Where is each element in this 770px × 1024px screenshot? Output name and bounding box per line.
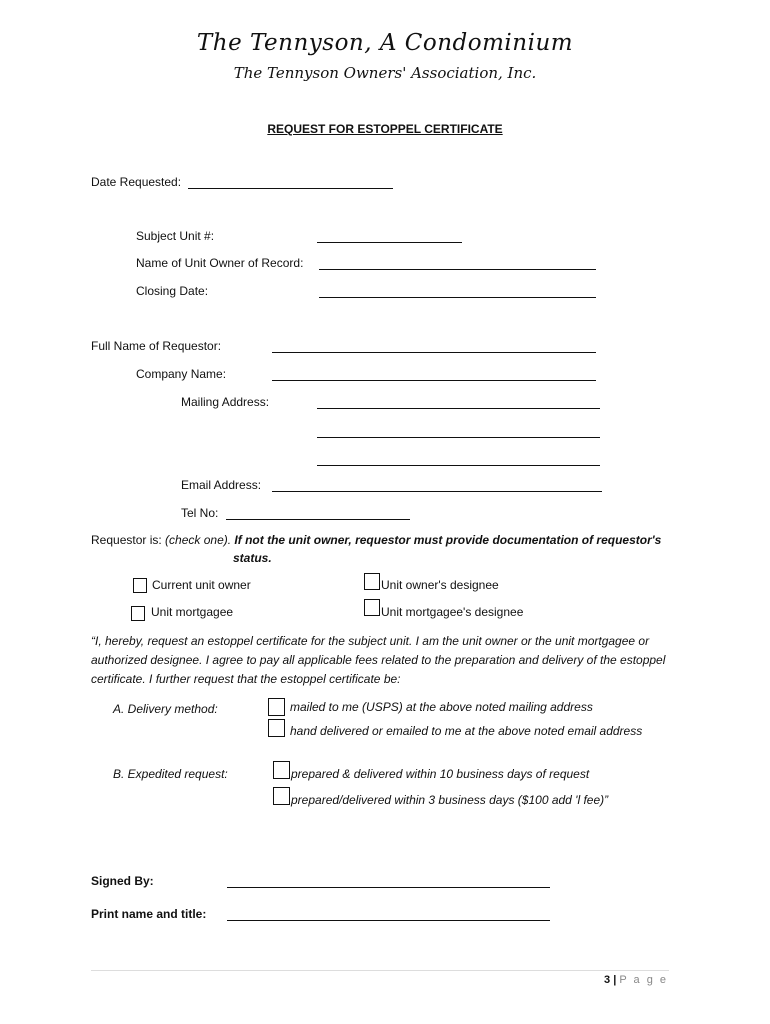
mailing-address-field-3[interactable] <box>317 465 600 466</box>
owner-designee-checkbox[interactable] <box>364 573 380 590</box>
check-one-note: (check one). <box>165 533 232 547</box>
mortgagee-designee-checkbox[interactable] <box>364 599 380 616</box>
tel-no-label: Tel No: <box>181 506 219 520</box>
requestor-documentation-note: If not the unit owner, requestor must provide documentation of requestor's <box>234 533 662 547</box>
mortgagee-designee-label: Unit mortgagee's designee <box>381 605 524 619</box>
full-name-field[interactable] <box>272 352 596 353</box>
owner-designee-label: Unit owner's designee <box>381 578 499 592</box>
email-address-field[interactable] <box>272 491 602 492</box>
subject-unit-field[interactable] <box>317 242 462 243</box>
expedited-3day-label: prepared/delivered within 3 business days ($100 add 'l fee)” <box>291 793 609 807</box>
requestor-is-line <box>91 533 661 547</box>
association-subtitle: The Tennyson Owners' Association, Inc. <box>233 64 537 82</box>
full-name-label: Full Name of Requestor: <box>91 339 222 353</box>
signed-by-field[interactable] <box>227 887 550 888</box>
footer-divider <box>91 970 669 971</box>
owner-of-record-label: Name of Unit Owner of Record: <box>136 256 304 270</box>
mortgagee-checkbox[interactable] <box>131 606 145 621</box>
subject-unit-label: Subject Unit #: <box>136 229 215 243</box>
page-separator: | <box>613 974 617 986</box>
page-number: 3 <box>604 974 611 986</box>
print-name-label: Print name and title: <box>91 907 207 921</box>
requestor-is-label: Requestor is: <box>91 533 162 547</box>
date-requested-label: Date Requested: <box>91 175 182 189</box>
requestor-documentation-note-cont: status. <box>233 551 272 565</box>
form-title: REQUEST FOR ESTOPPEL CERTIFICATE <box>267 122 503 136</box>
page-footer <box>604 974 668 986</box>
date-requested-field[interactable] <box>188 188 393 189</box>
mailing-address-label: Mailing Address: <box>181 395 270 409</box>
expedited-10day-checkbox[interactable] <box>273 761 290 779</box>
delivery-hand-checkbox[interactable] <box>268 719 285 737</box>
expedited-10day-label: prepared & delivered within 10 business days of request <box>291 767 590 781</box>
mailing-address-field-2[interactable] <box>317 437 600 438</box>
company-name-label: Company Name: <box>136 367 227 381</box>
association-title: The Tennyson, A Condominium <box>196 30 574 56</box>
expedited-request-label: B. Expedited request: <box>113 767 228 781</box>
delivery-mail-label: mailed to me (USPS) at the above noted mailing address <box>290 700 593 714</box>
closing-date-label: Closing Date: <box>136 284 209 298</box>
print-name-field[interactable] <box>227 920 550 921</box>
delivery-method-label: A. Delivery method: <box>113 702 218 716</box>
mailing-address-field-1[interactable] <box>317 408 600 409</box>
page-label: P a g e <box>619 974 668 986</box>
mortgagee-label: Unit mortgagee <box>151 605 234 619</box>
expedited-3day-checkbox[interactable] <box>273 787 290 805</box>
current-owner-checkbox[interactable] <box>133 578 147 593</box>
tel-no-field[interactable] <box>226 519 410 520</box>
owner-of-record-field[interactable] <box>319 269 596 270</box>
delivery-mail-checkbox[interactable] <box>268 698 285 716</box>
closing-date-field[interactable] <box>319 297 596 298</box>
request-statement: “I, hereby, request an estoppel certificate for the subject unit. I am the unit owner or the unit mortgagee or authorized designee. I agree to pay all applicable fees related to the preparation and delivery of the estoppel certificate. I further request that the estoppel certificate be: <box>91 634 666 686</box>
signed-by-label: Signed By: <box>91 874 154 888</box>
email-address-label: Email Address: <box>181 478 262 492</box>
delivery-hand-label: hand delivered or emailed to me at the above noted email address <box>290 724 643 738</box>
company-name-field[interactable] <box>272 380 596 381</box>
current-owner-label: Current unit owner <box>152 578 251 592</box>
